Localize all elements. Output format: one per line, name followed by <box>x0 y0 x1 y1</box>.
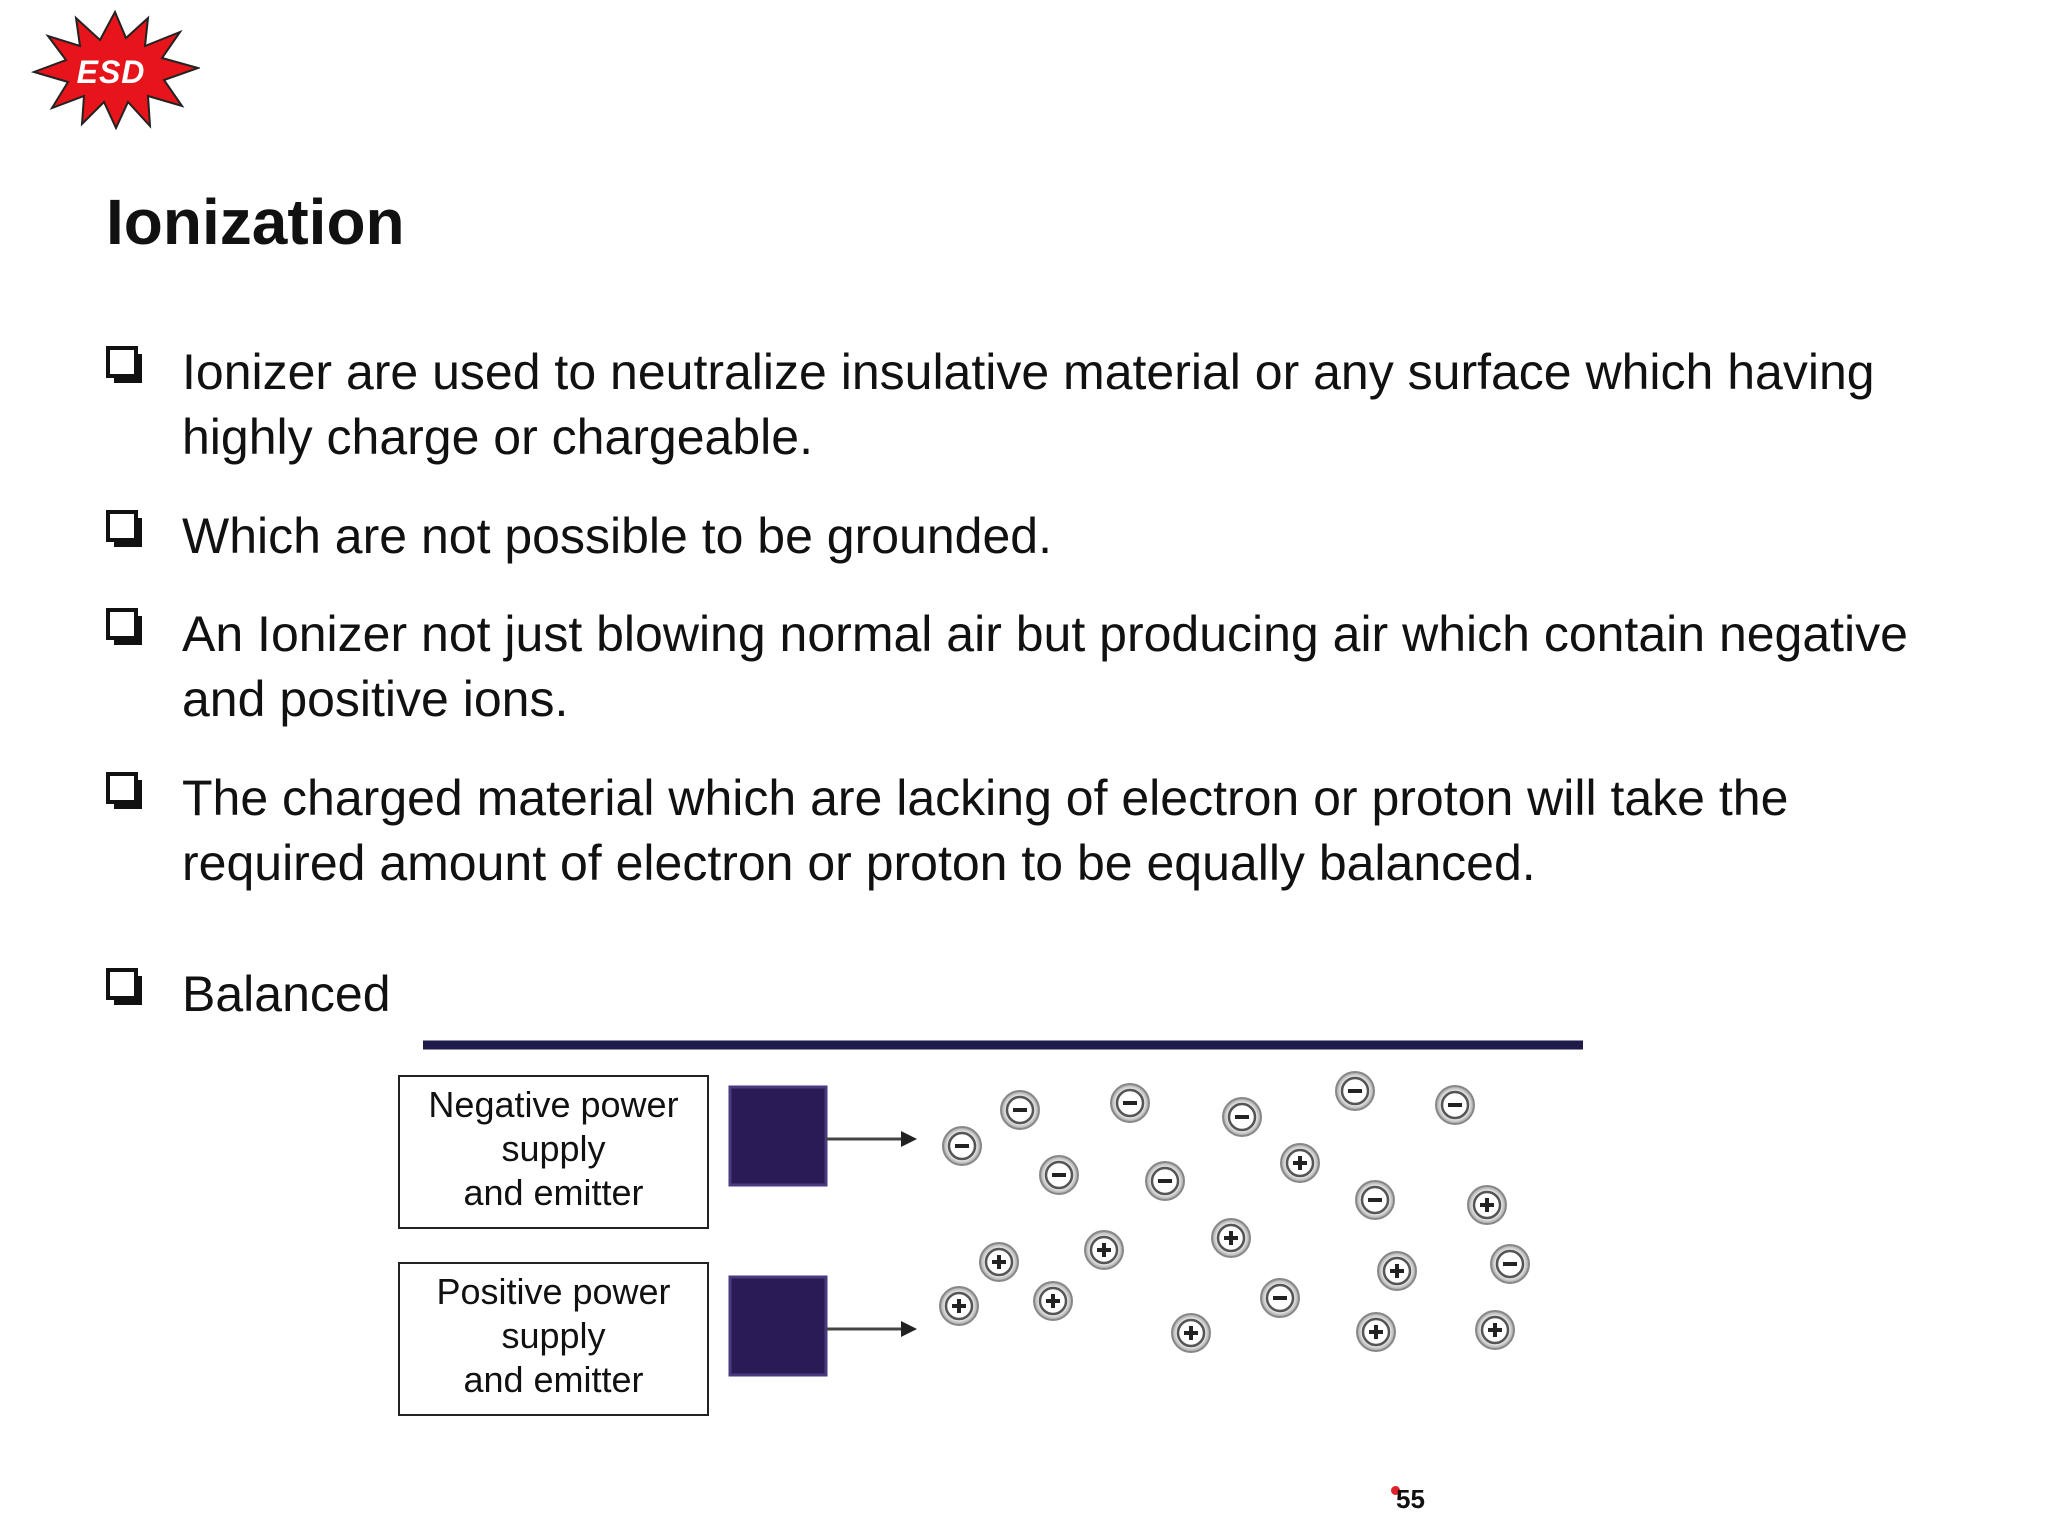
label-line: Negative power <box>428 1084 679 1125</box>
positive-supply-label <box>398 1262 709 1416</box>
label-line: and emitter <box>463 1172 644 1213</box>
positive-ion-icon <box>1172 1314 1210 1352</box>
positive-ion-icon <box>940 1287 978 1325</box>
bullet-item <box>106 340 1986 470</box>
bullet-text: Ionizer are used to neutralize insulative material or any surface which having highly charge or chargeable. <box>182 344 1875 465</box>
bullet-text: Balanced <box>182 966 391 1022</box>
positive-ion-icon <box>1476 1311 1514 1349</box>
negative-ion-icon <box>943 1127 981 1165</box>
checkbox-bullet-icon <box>106 608 146 648</box>
bullet-text: Which are not possible to be grounded. <box>182 508 1052 564</box>
positive-ion-icon <box>1357 1313 1395 1351</box>
checkbox-bullet-icon <box>106 968 146 1008</box>
bullet-item <box>106 962 1986 1027</box>
checkbox-bullet-icon <box>106 772 146 812</box>
checkbox-bullet-icon <box>106 346 146 386</box>
positive-ion-icon <box>1085 1231 1123 1269</box>
positive-ion-icon <box>980 1243 1018 1281</box>
negative-ion-icon <box>1491 1245 1529 1283</box>
positive-emitter <box>730 1277 826 1375</box>
esd-logo <box>30 10 200 130</box>
negative-ion-icon <box>1040 1156 1078 1194</box>
page-title: Ionization <box>106 186 405 258</box>
bullet-text: An Ionizer not just blowing normal air but producing air which contain negative and positive ions. <box>182 606 1908 727</box>
bullet-item <box>106 504 1986 569</box>
positive-ion-icon <box>1468 1186 1506 1224</box>
label-line: supply <box>501 1315 606 1356</box>
positive-ion-icon <box>1281 1144 1319 1182</box>
checkbox-bullet-icon <box>106 510 146 550</box>
label-line: Positive power <box>436 1271 671 1312</box>
negative-ion-icon <box>1336 1072 1374 1110</box>
positive-ion-icon <box>1034 1282 1072 1320</box>
positive-ion-icon <box>1212 1219 1250 1257</box>
negative-ion-icon <box>1261 1279 1299 1317</box>
label-line: supply <box>501 1128 606 1169</box>
negative-arrow-head <box>901 1131 917 1147</box>
negative-ion-icon <box>1223 1098 1261 1136</box>
page-number: 55 <box>1396 1484 1425 1514</box>
negative-ion-icon <box>1111 1084 1149 1122</box>
negative-ion-icon <box>1001 1091 1039 1129</box>
bullet-item <box>106 602 1986 732</box>
negative-supply-label <box>398 1075 709 1229</box>
label-line: and emitter <box>463 1359 644 1400</box>
negative-ion-icon <box>1146 1162 1184 1200</box>
negative-ion-icon <box>1356 1181 1394 1219</box>
bullet-item <box>106 766 1986 896</box>
bullet-text: The charged material which are lacking of electron or proton will take the required amount of electron or proton to be equally balanced. <box>182 770 1789 891</box>
ionizer-diagram <box>395 1025 1595 1425</box>
negative-emitter <box>730 1087 826 1185</box>
positive-ion-icon <box>1378 1252 1416 1290</box>
negative-ion-icon <box>1436 1086 1474 1124</box>
logo-label: ESD <box>76 53 146 90</box>
positive-arrow-head <box>901 1321 917 1337</box>
